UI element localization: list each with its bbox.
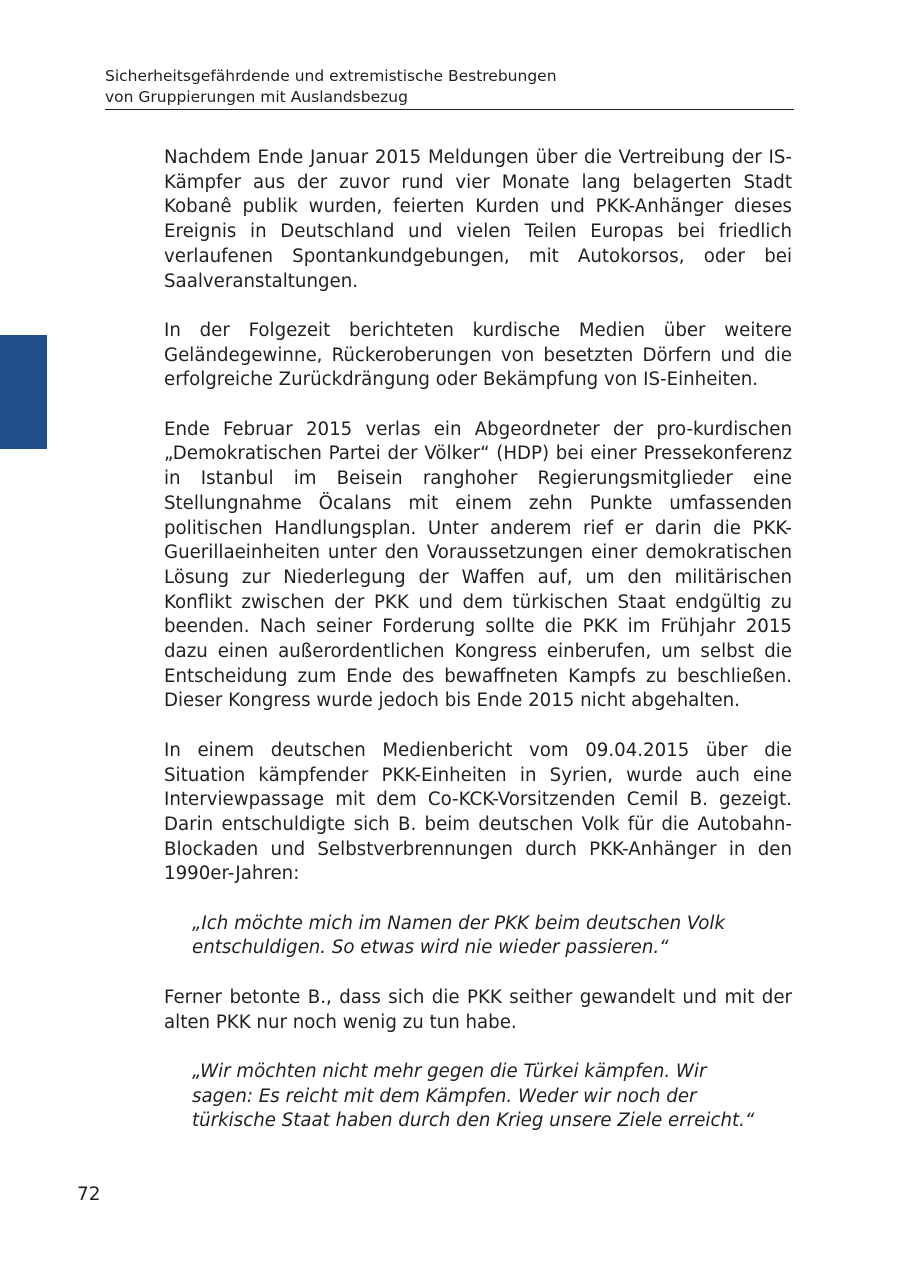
chapter-side-tab [0,335,47,449]
paragraph-pkk-changed: Ferner betonte B., dass sich die PKK seither gewandelt und mit der alten PKK nur noch wenig zu tun habe. [164,986,792,1033]
quote-apology: „Ich möchte mich im Namen der PKK beim deutschen Volk entschuldigen. So etwas wird nie wieder passieren.“ [192,912,726,959]
paragraph-kobane: Nachdem Ende Januar 2015 Meldungen über die Vertreibung der IS-Kämpfer aus der zuvor rund vier Monate lang belagerten Stadt Kobanê publik wurden, feierten Kurden und PKK-Anhänger dieses Ereignis in Deutschland und vielen Teilen Europas bei friedlich verlaufenen Spontankundgebungen, mit Autokorsos, oder bei Saalveranstaltungen. [164,147,792,292]
body-text [164,146,792,1159]
page-number: 72 [77,1184,101,1205]
quote-no-more-fighting: „Wir möchten nicht mehr gegen die Türkei kämpfen. Wir sagen: Es reicht mit dem Kämpfen. Weder wir noch der türkische Staat haben durch den Krieg unsere Ziele erreicht.“ [192,1060,755,1132]
running-header [105,66,793,108]
paragraph-media-report: In einem deutschen Medienbericht vom 09.04.2015 über die Situation kämpfender PKK-Einheiten in Syrien, wurde auch eine Interviewpassage mit dem Co-KCK-Vorsitzenden Cemil B. gezeigt. Darin entschuldigte sich B. beim deutschen Volk für die Autobahn-Blockaden und Selbstverbrennungen durch PKK-Anhänger in den 1990er-Jahren: [164,739,792,885]
paragraph-folgezeit: In der Folgezeit berichteten kurdische Medien über weitere Geländegewinne, Rückeroberungen von besetzten Dörfern und die erfolgreiche Zurückdrängung oder Bekämpfung von IS-Einheiten. [164,319,792,391]
header-line-2: von Gruppierungen mit Auslandsbezug [105,88,408,106]
paragraph-hdp-statement: Ende Februar 2015 verlas ein Abgeordneter der pro-kurdischen „Demokratischen Partei der Völker“ (HDP) bei einer Pressekonferenz in Istanbul im Beisein ranghoher Regierungsmitglieder eine Stellungnahme Öcalans mit einem zehn Punkte umfassenden politischen Handlungsplan. Unter anderem rief er darin die PKK-Guerillaeinheiten unter den Voraussetzungen einer demokratischen Lösung zur Niederlegung der Waffen auf, um den militärischen Konflikt zwischen der PKK und dem türkischen Staat endgültig zu beenden. Nach seiner Forderung sollte die PKK im Frühjahr 2015 dazu einen außerordentlichen Kongress einberufen, um selbst die Entscheidung zum Ende des bewaffneten Kampfs zu beschließen. Dieser Kongress wurde jedoch bis Ende 2015 nicht abgehalten. [164,418,792,712]
header-rule [105,109,794,110]
header-line-1: Sicherheitsgefährdende und extremistische Bestrebungen [105,67,557,85]
